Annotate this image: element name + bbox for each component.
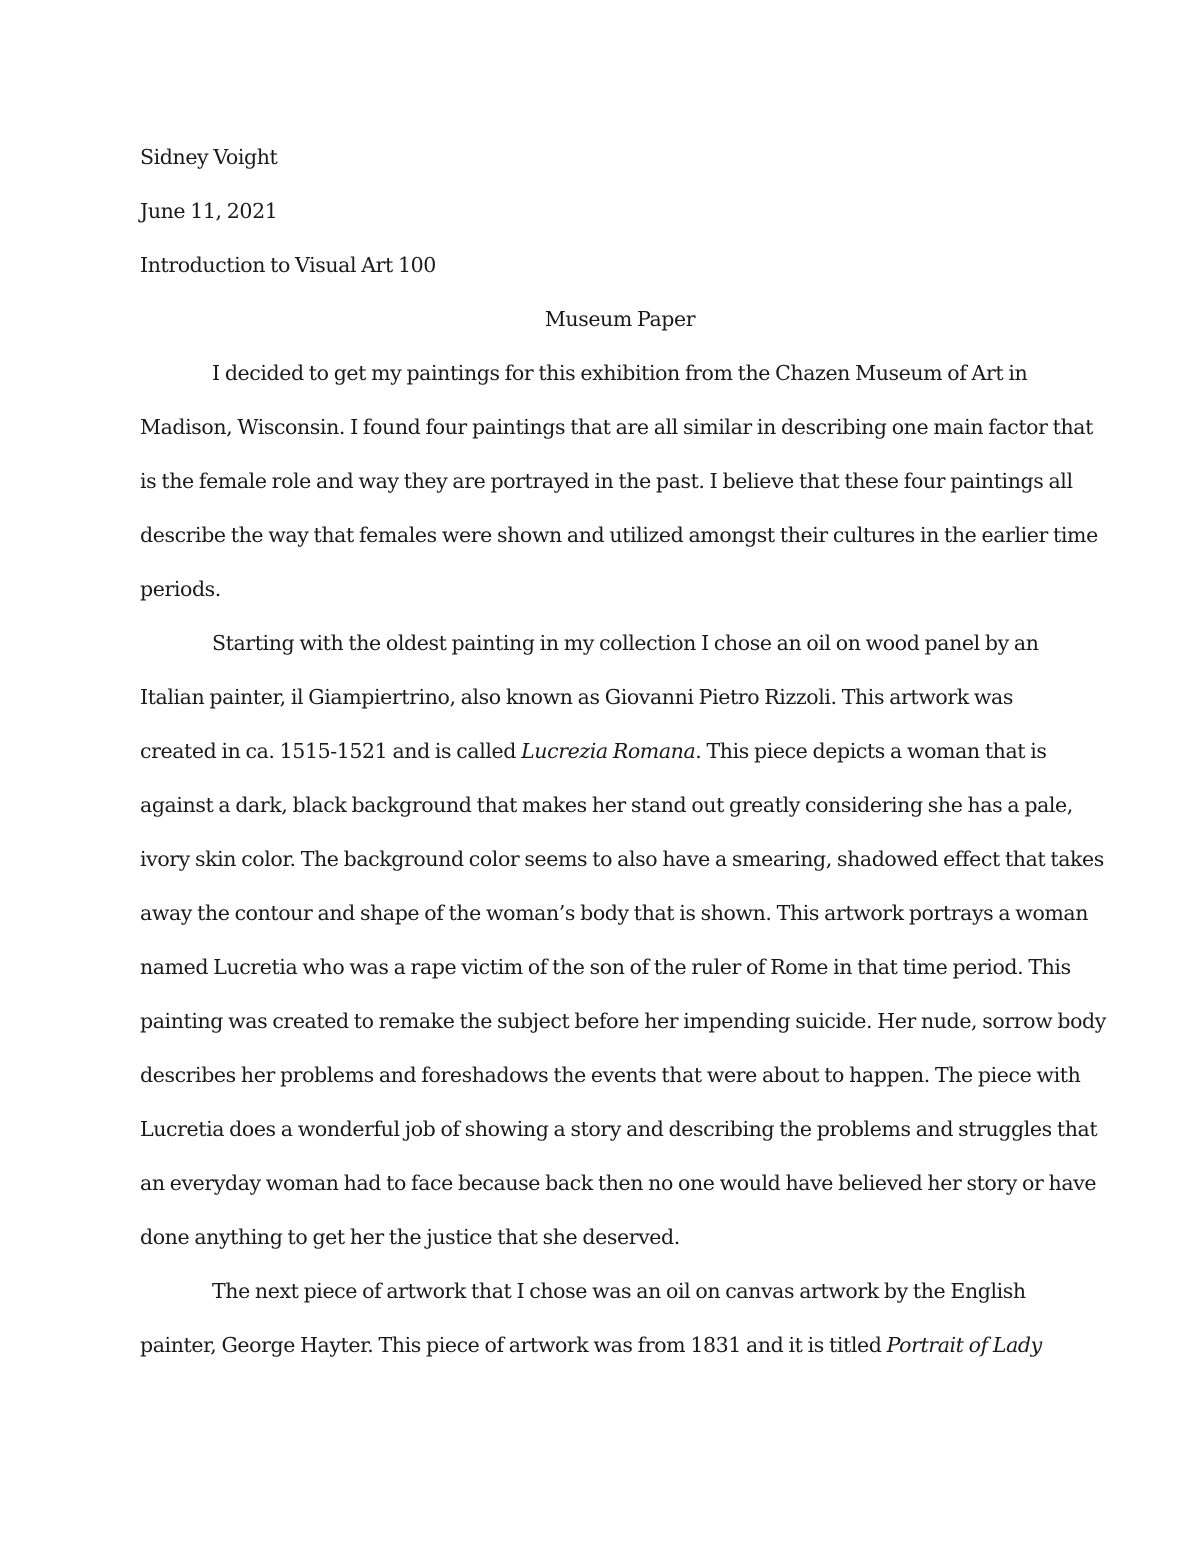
text-line: describes her problems and foreshadows the events that were about to happen. The piece with [140,1063,1081,1087]
text-line: I decided to get my paintings for this exhibition from the Chazen Museum of Art in [212,361,1028,385]
text-line: away the contour and shape of the woman’s body that is shown. This artwork portrays a woman [140,901,1089,925]
paragraph-hayter [140,1264,1060,1372]
text-line: periods. [140,577,221,601]
text-line: describe the way that females were shown and utilized amongst their cultures in the earlier time [140,523,1098,547]
text-line: ivory skin color. The background color seems to also have a smearing, shadowed effect that takes [140,847,1104,871]
text-line: Lucretia does a wonderful job of showing a story and describing the problems and struggles that [140,1117,1098,1141]
text-line: Madison, Wisconsin. I found four paintings that are all similar in describing one main factor that [140,415,1093,439]
artwork-title: Lucrezia Romana [521,739,696,763]
text-line: is the female role and way they are portrayed in the past. I believe that these four paintings all [140,469,1073,493]
paragraph-intro [140,346,1098,616]
paragraph-lucrezia [140,616,1106,1264]
text-line: Italian painter, il Giampiertrino, also known as Giovanni Pietro Rizzoli. This artwork was [140,685,1013,709]
text-line: painting was created to remake the subject before her impending suicide. Her nude, sorrow body [140,1009,1106,1033]
text-span: created in ca. 1515-1521 and is called [140,739,522,763]
text-line [140,1318,1060,1372]
text-line: named Lucretia who was a rape victim of the son of the ruler of Rome in that time period. This [140,955,1071,979]
document-title: Museum Paper [544,307,696,331]
text-line: an everyday woman had to face because back then no one would have believed her story or have [140,1171,1097,1195]
document-body [140,130,1106,1372]
text-line: The next piece of artwork that I chose was an oil on canvas artwork by the English [212,1279,1026,1303]
author-name: Sidney Voight [140,145,278,169]
artwork-title: Portrait of Lady [886,1333,1042,1357]
text-line: against a dark, black background that makes her stand out greatly considering she has a pale, [140,793,1073,817]
text-line: done anything to get her the justice that she deserved. [140,1225,680,1249]
text-span: . This piece depicts a woman that is [695,739,1047,763]
text-span: painter, George Hayter. This piece of artwork was from 1831 and it is titled [140,1333,887,1357]
text-line: Starting with the oldest painting in my collection I chose an oil on wood panel by an [212,631,1039,655]
course-name: Introduction to Visual Art 100 [140,253,436,277]
document-date: June 11, 2021 [140,199,278,223]
text-line [140,724,1060,778]
